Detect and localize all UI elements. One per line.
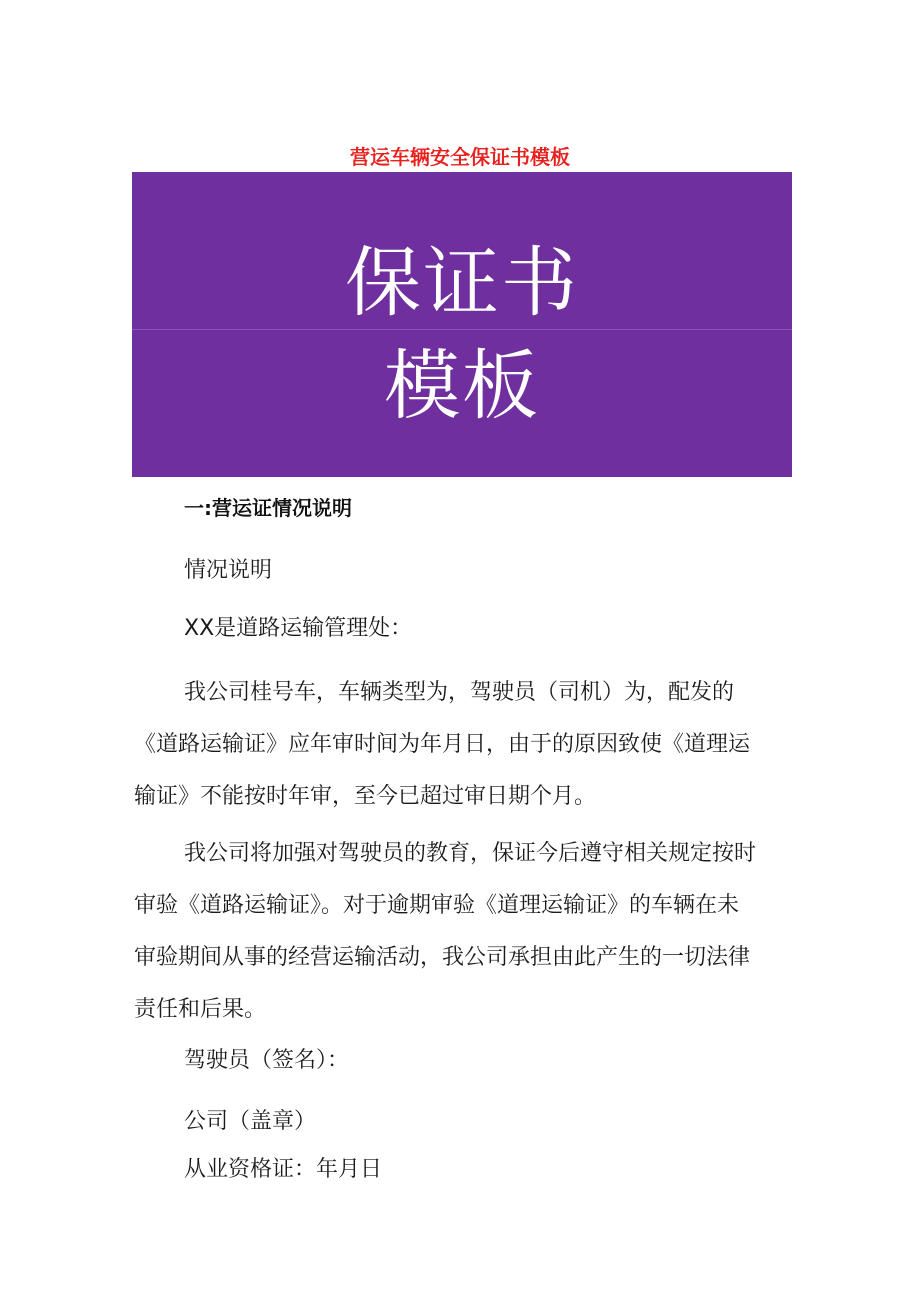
body-paragraph-1-line: 《道路运输证》应年审时间为年月日，由于的原因致使《道理运: [134, 732, 751, 757]
body-paragraph-1-line: 我公司桂号车，车辆类型为，驾驶员（司机）为，配发的: [184, 680, 735, 705]
company-seal: [134, 1097, 836, 1147]
driver-signature-text: 驾驶员（签名）：: [184, 1048, 350, 1073]
cover-divider: [132, 329, 792, 330]
body-paragraph-2-line: 责任和后果。: [134, 997, 267, 1022]
section-heading: 一:营运证情况说明: [184, 496, 352, 520]
situation-label: [134, 545, 836, 597]
company-seal-text: 公司（盖章）: [184, 1109, 317, 1134]
salutation-text: XX是道路运输管理处：: [184, 616, 413, 641]
body-paragraph-2-line: 审验期间从事的经营运输活动，我公司承担由此产生的一切法律: [134, 945, 751, 970]
cover-title-line-1: 保证书: [345, 238, 579, 327]
body-paragraph-2-line: 审验《道路运输证》。对于逾期审验《道理运输证》的车辆在未: [134, 893, 740, 918]
document-title: 营运车辆安全保证书模板: [350, 145, 570, 169]
qualification-date: [134, 1145, 836, 1195]
qualification-date-text: 从业资格证：年月日: [184, 1157, 383, 1182]
cover-banner: [132, 172, 792, 477]
driver-signature: [134, 1035, 836, 1087]
body-paragraph-2: [134, 828, 786, 1036]
body-paragraph-1: [134, 667, 786, 823]
body-paragraph-2-line: 我公司将加强对驾驶员的教育，保证今后遵守相关规定按时: [184, 841, 757, 866]
body-paragraph-1-line: 输证》不能按时年审，至今已超过审日期个月。: [134, 784, 597, 809]
situation-label-text: 情况说明: [184, 558, 273, 583]
salutation: [134, 603, 836, 655]
cover-title-line-2: 模板: [384, 341, 540, 430]
